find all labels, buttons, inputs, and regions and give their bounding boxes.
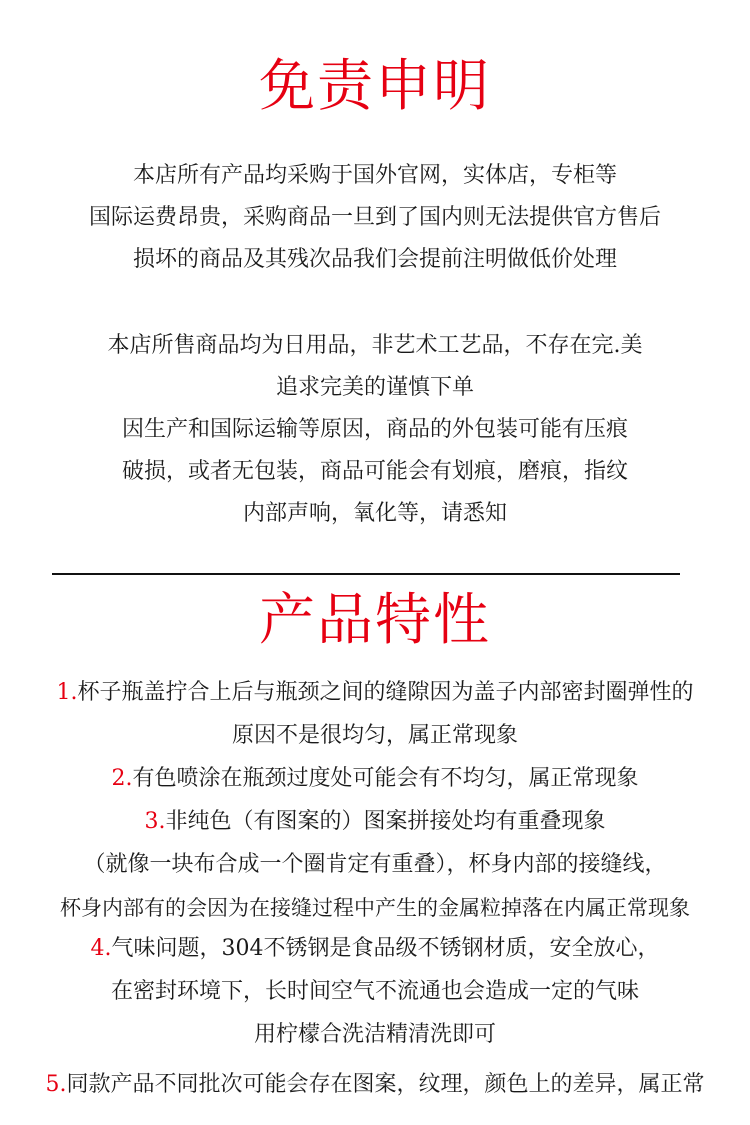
feature-text: 气味问题，304不锈钢是食品级不锈钢材质，安全放心， (111, 936, 660, 961)
feature-line (0, 678, 750, 708)
feature-line (0, 807, 750, 837)
feature-number: 5. (45, 1072, 67, 1097)
feature-text: 在密封环境下，长时间空气不流通也会造成一定的气味 (110, 979, 639, 1004)
feature-number: 1. (56, 680, 78, 705)
feature-text: 非纯色（有图案的）图案拼接处均有重叠现象 (165, 809, 606, 834)
feature-text: 用柠檬合洗洁精清洗即可 (253, 1022, 496, 1047)
features-title: 产品特性 (259, 588, 491, 653)
disclaimer-title: 免责申明 (259, 54, 491, 119)
feature-number: 2. (111, 766, 133, 791)
disclaimer-line: 破损，或者无包装，商品可能会有划痕，磨痕，指纹 (121, 459, 628, 484)
disclaimer-line: 因生产和国际运输等原因，商品的外包装可能有压痕 (121, 417, 628, 442)
feature-line (0, 977, 750, 1007)
section-divider (52, 573, 680, 575)
feature-text: 杯身内部有的会因为在接缝过程中产生的金属粒掉落在内属正常现象 (60, 896, 690, 920)
feature-number: 3. (144, 809, 166, 834)
feature-line (0, 721, 750, 751)
feature-text: （就像一块布合成一个圈肯定有重叠），杯身内部的接缝线， (83, 852, 667, 877)
feature-text: 同款产品不同批次可能会存在图案，纹理，颜色上的差异，属正常 (66, 1072, 705, 1097)
feature-text: 有色喷涂在瓶颈过度处可能会有不均匀，属正常现象 (132, 766, 639, 791)
feature-number: 4. (90, 936, 112, 961)
feature-text: 杯子瓶盖拧合上后与瓶颈之间的缝隙因为盖子内部密封圈弹性的 (77, 680, 694, 705)
feature-line (0, 1070, 750, 1100)
feature-line (0, 1020, 750, 1050)
feature-line (0, 934, 750, 964)
disclaimer-line: 本店所售商品均为日用品，非艺术工艺品，不存在完.美 (107, 333, 643, 358)
disclaimer-line: 内部声响，氧化等，请悉知 (242, 501, 507, 526)
feature-line (0, 850, 750, 880)
disclaimer-line: 本店所有产品均采购于国外官网，实体店，专柜等 (132, 163, 617, 188)
disclaimer-line: 追求完美的谨慎下单 (275, 375, 474, 400)
feature-line (0, 764, 750, 794)
disclaimer-line: 损坏的商品及其残次品我们会提前注明做低价处理 (132, 247, 617, 272)
feature-line (0, 893, 750, 923)
disclaimer-line: 国际运费昂贵，采购商品一旦到了国内则无法提供官方售后 (88, 205, 661, 230)
feature-text: 原因不是很均匀，属正常现象 (231, 723, 518, 748)
